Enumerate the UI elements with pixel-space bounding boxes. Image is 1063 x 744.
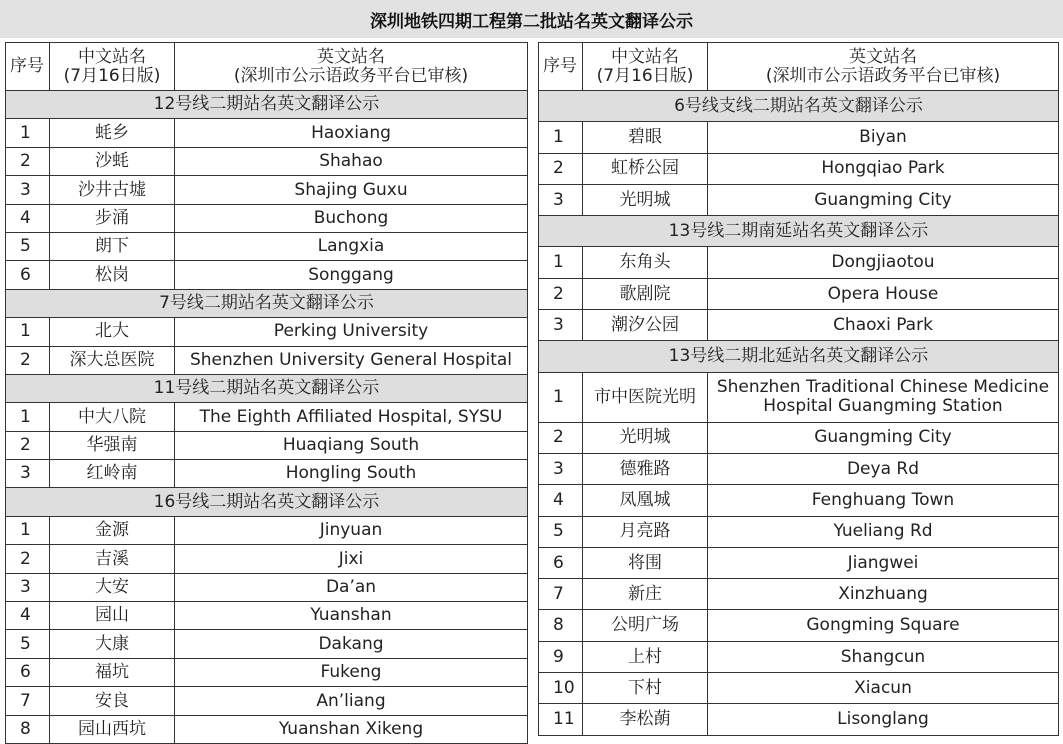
header-cn	[50, 43, 175, 91]
station-name-cn: 蚝乡	[50, 119, 175, 147]
station-name-en: Shangcun	[708, 641, 1059, 672]
station-name-en: Guangming City	[708, 184, 1059, 215]
station-name-en: Shenzhen University General Hospital	[175, 346, 528, 374]
row-number: 1	[6, 403, 50, 431]
row-number: 7	[6, 687, 50, 715]
row-number: 9	[539, 641, 583, 672]
station-name-en: Xiacun	[708, 673, 1059, 704]
table-row	[6, 602, 528, 630]
right-station-table	[538, 42, 1059, 736]
header-cn	[583, 43, 708, 91]
station-name-cn: 步涌	[50, 204, 175, 232]
table-row	[6, 516, 528, 544]
station-name-cn: 潮汐公园	[583, 310, 708, 341]
row-number: 1	[539, 247, 583, 278]
station-name-cn: 光明城	[583, 184, 708, 215]
table-row	[539, 579, 1059, 610]
station-name-cn: 大安	[50, 573, 175, 601]
station-name-cn: 大康	[50, 630, 175, 658]
station-name-cn: 园山西坑	[50, 715, 175, 743]
station-name-en: Fenghuang Town	[708, 485, 1059, 516]
table-row	[539, 372, 1059, 422]
header-no: 序号	[539, 43, 583, 91]
header-cn-line2: (7月16日版)	[63, 65, 161, 86]
table-row	[539, 453, 1059, 484]
header-cn-line2: (7月16日版)	[596, 65, 694, 86]
table-row	[539, 547, 1059, 578]
header-en-line2: (深圳市公示语政务平台已审核)	[765, 65, 1001, 86]
station-name-cn: 将围	[583, 547, 708, 578]
section-title: 11号线二期站名英文翻译公示	[6, 374, 528, 402]
header-en-line2: (深圳市公示语政务平台已审核)	[233, 65, 469, 86]
station-name-cn: 松岗	[50, 261, 175, 289]
left-table-body	[6, 91, 528, 744]
row-number: 3	[6, 573, 50, 601]
station-name-en: Huaqiang South	[175, 431, 528, 459]
table-row	[6, 318, 528, 346]
row-number: 6	[539, 547, 583, 578]
station-name-cn: 朗下	[50, 232, 175, 260]
table-row	[6, 630, 528, 658]
station-name-en: Guangming City	[708, 422, 1059, 453]
section-title: 12号线二期站名英文翻译公示	[6, 91, 528, 119]
section-title: 7号线二期站名英文翻译公示	[6, 289, 528, 317]
station-name-en: Chaoxi Park	[708, 310, 1059, 341]
station-name-cn: 德雅路	[583, 453, 708, 484]
table-row	[6, 687, 528, 715]
row-number: 2	[539, 278, 583, 309]
table-row	[6, 715, 528, 743]
table-row	[539, 122, 1059, 153]
station-name-cn: 华强南	[50, 431, 175, 459]
station-name-cn: 红岭南	[50, 460, 175, 488]
station-name-en: Xinzhuang	[708, 579, 1059, 610]
station-name-cn: 北大	[50, 318, 175, 346]
station-name-cn: 凤凰城	[583, 485, 708, 516]
row-number: 8	[539, 610, 583, 641]
station-name-en: Songgang	[175, 261, 528, 289]
station-name-en: Hongling South	[175, 460, 528, 488]
row-number: 3	[539, 453, 583, 484]
left-station-table	[5, 42, 528, 744]
station-name-cn: 市中医院光明	[583, 372, 708, 422]
table-row	[6, 261, 528, 289]
station-name-en: Opera House	[708, 278, 1059, 309]
row-number: 1	[539, 372, 583, 422]
station-name-cn: 下村	[583, 673, 708, 704]
table-row	[539, 422, 1059, 453]
section-title: 13号线二期北延站名英文翻译公示	[539, 341, 1059, 372]
row-number: 1	[539, 122, 583, 153]
section-title: 6号线支线二期站名英文翻译公示	[539, 91, 1059, 122]
row-number: 1	[6, 119, 50, 147]
section-header-row	[6, 91, 528, 119]
station-name-cn: 碧眼	[583, 122, 708, 153]
table-row	[539, 310, 1059, 341]
table-row	[539, 673, 1059, 704]
right-header-row	[539, 43, 1059, 91]
station-name-en: Shenzhen Traditional Chinese Medicine Hospital Guangming Station	[708, 372, 1059, 422]
station-name-en: Gongming Square	[708, 610, 1059, 641]
station-name-en: Shajing Guxu	[175, 176, 528, 204]
table-row	[539, 184, 1059, 215]
section-header-row	[6, 374, 528, 402]
header-cn-line1: 中文站名	[611, 47, 679, 68]
table-row	[6, 346, 528, 374]
station-name-en: Shahao	[175, 147, 528, 175]
table-row	[6, 658, 528, 686]
station-name-cn: 安良	[50, 687, 175, 715]
page-title: 深圳地铁四期工程第二批站名英文翻译公示	[0, 0, 1063, 38]
station-name-en: Biyan	[708, 122, 1059, 153]
station-name-cn: 东角头	[583, 247, 708, 278]
row-number: 2	[6, 147, 50, 175]
row-number: 7	[539, 579, 583, 610]
row-number: 3	[539, 310, 583, 341]
station-name-en: The Eighth Affiliated Hospital, SYSU	[175, 403, 528, 431]
station-name-cn: 沙井古墟	[50, 176, 175, 204]
table-row	[539, 516, 1059, 547]
station-name-en: Da’an	[175, 573, 528, 601]
row-number: 4	[539, 485, 583, 516]
row-number: 6	[6, 658, 50, 686]
table-row	[6, 176, 528, 204]
row-number: 10	[539, 673, 583, 704]
station-name-cn: 月亮路	[583, 516, 708, 547]
table-row	[6, 119, 528, 147]
station-name-cn: 中大八院	[50, 403, 175, 431]
station-name-en: Dongjiaotou	[708, 247, 1059, 278]
section-header-row	[6, 488, 528, 516]
station-name-en: Lisonglang	[708, 704, 1059, 735]
station-name-cn: 园山	[50, 602, 175, 630]
station-name-en: Langxia	[175, 232, 528, 260]
station-name-en: An’liang	[175, 687, 528, 715]
section-title: 16号线二期站名英文翻译公示	[6, 488, 528, 516]
station-name-en: Fukeng	[175, 658, 528, 686]
row-number: 6	[6, 261, 50, 289]
row-number: 8	[6, 715, 50, 743]
row-number: 3	[539, 184, 583, 215]
header-en-line1: 英文站名	[849, 47, 917, 68]
section-header-row	[539, 216, 1059, 247]
station-name-cn: 虹桥公园	[583, 153, 708, 184]
table-row	[6, 232, 528, 260]
header-en	[175, 43, 528, 91]
station-name-cn: 新庄	[583, 579, 708, 610]
table-row	[539, 153, 1059, 184]
row-number: 4	[6, 602, 50, 630]
row-number: 3	[6, 460, 50, 488]
table-row	[539, 610, 1059, 641]
section-header-row	[539, 91, 1059, 122]
right-table-body	[539, 91, 1059, 736]
section-header-row	[539, 341, 1059, 372]
station-name-en: Deya Rd	[708, 453, 1059, 484]
row-number: 11	[539, 704, 583, 735]
station-name-en: Jixi	[175, 545, 528, 573]
station-name-en: Hongqiao Park	[708, 153, 1059, 184]
station-name-en: Yuanshan	[175, 602, 528, 630]
row-number: 2	[6, 545, 50, 573]
table-row	[539, 247, 1059, 278]
table-row	[6, 147, 528, 175]
row-number: 5	[539, 516, 583, 547]
station-name-cn: 沙蚝	[50, 147, 175, 175]
station-name-cn: 光明城	[583, 422, 708, 453]
station-name-en: Jiangwei	[708, 547, 1059, 578]
row-number: 4	[6, 204, 50, 232]
table-row	[6, 545, 528, 573]
row-number: 3	[6, 176, 50, 204]
row-number: 5	[6, 630, 50, 658]
header-no: 序号	[6, 43, 50, 91]
row-number: 2	[539, 422, 583, 453]
header-cn-line1: 中文站名	[78, 47, 146, 68]
table-row	[539, 278, 1059, 309]
table-row	[6, 204, 528, 232]
table-row	[539, 641, 1059, 672]
station-name-cn: 李松蓢	[583, 704, 708, 735]
station-name-en: Haoxiang	[175, 119, 528, 147]
station-name-en: Buchong	[175, 204, 528, 232]
station-name-cn: 金源	[50, 516, 175, 544]
table-row	[6, 431, 528, 459]
header-en	[708, 43, 1059, 91]
left-header-row	[6, 43, 528, 91]
row-number: 1	[6, 516, 50, 544]
row-number: 5	[6, 232, 50, 260]
station-name-cn: 吉溪	[50, 545, 175, 573]
table-row	[6, 403, 528, 431]
row-number: 1	[6, 318, 50, 346]
table-row	[6, 573, 528, 601]
table-row	[6, 460, 528, 488]
table-row	[539, 704, 1059, 735]
station-name-en: Dakang	[175, 630, 528, 658]
header-en-line1: 英文站名	[317, 47, 385, 68]
station-name-cn: 上村	[583, 641, 708, 672]
section-title: 13号线二期南延站名英文翻译公示	[539, 216, 1059, 247]
station-name-cn: 公明广场	[583, 610, 708, 641]
section-header-row	[6, 289, 528, 317]
row-number: 2	[6, 346, 50, 374]
station-name-cn: 歌剧院	[583, 278, 708, 309]
station-name-en: Yuanshan Xikeng	[175, 715, 528, 743]
row-number: 2	[539, 153, 583, 184]
station-name-cn: 福坑	[50, 658, 175, 686]
row-number: 2	[6, 431, 50, 459]
station-name-en: Perking University	[175, 318, 528, 346]
station-name-en: Yueliang Rd	[708, 516, 1059, 547]
table-row	[539, 485, 1059, 516]
station-name-cn: 深大总医院	[50, 346, 175, 374]
station-name-en: Jinyuan	[175, 516, 528, 544]
